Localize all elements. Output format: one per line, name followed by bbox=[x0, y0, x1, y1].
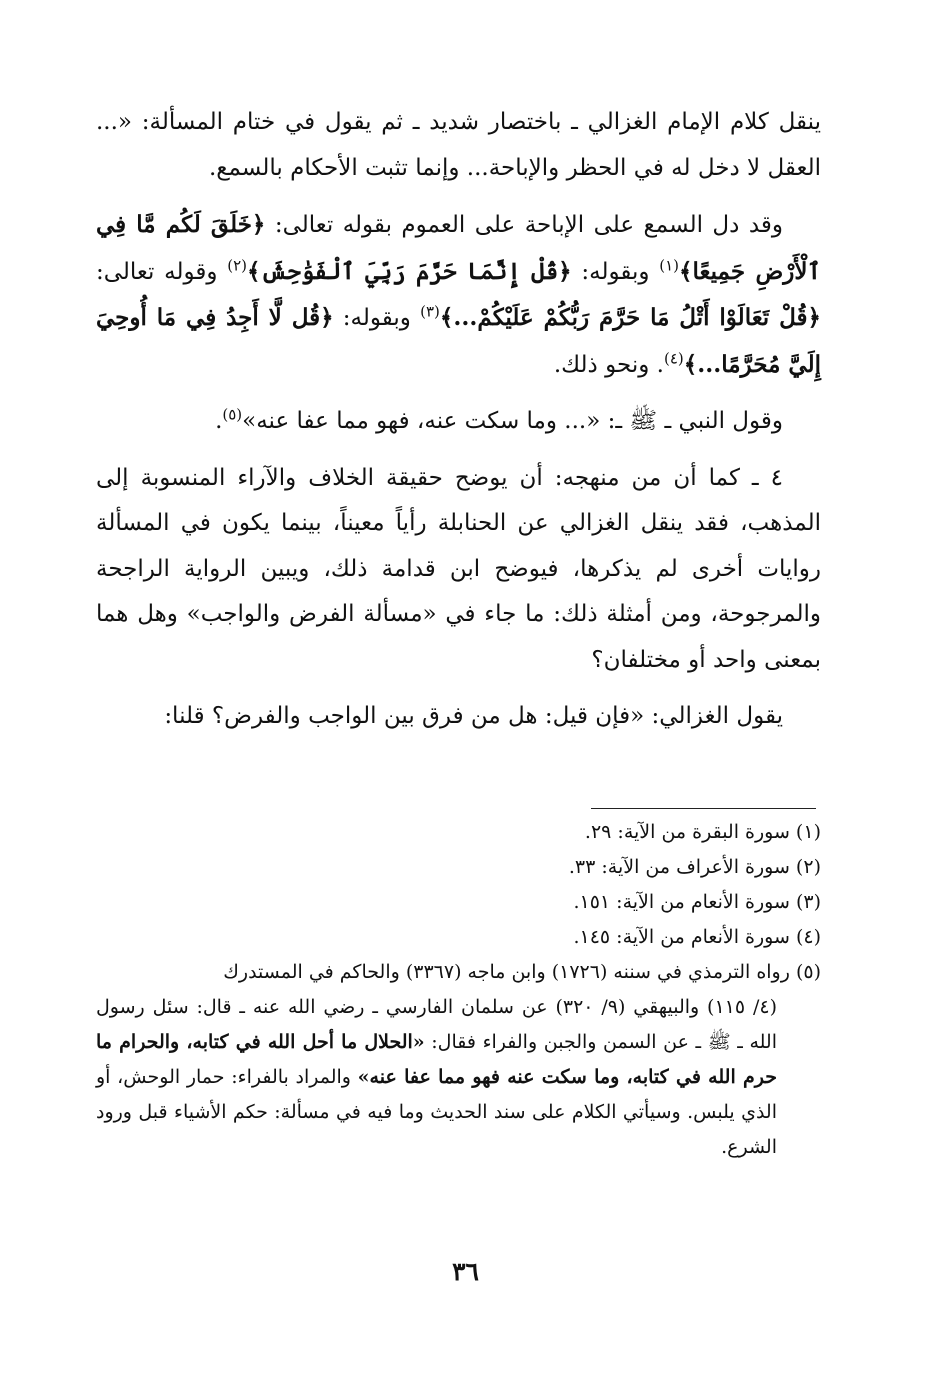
quran-verse-3: ﴿قُلْ تَعَالَوْا أَتْلُ مَا حَرَّمَ رَبُّكُمْ عَلَيْكُمْ...﴾ bbox=[439, 304, 821, 331]
quran-verse-4: ﴿قُل لَّا أَجِدُ فِي مَا أُوحِيَ إِلَيَّ مُحَرَّمًا...﴾ bbox=[96, 304, 821, 378]
footnote-ref-3: (٣) bbox=[420, 302, 440, 321]
footnote-4: (٤) سورة الأنعام من الآية: ١٤٥. bbox=[573, 926, 821, 948]
footnote-ref-1: (١) bbox=[659, 255, 680, 274]
paragraph-1: ينقل كلام الإمام الغزالي ـ باختصار شديد ـ ثم يقول في ختام المسألة: «... العقل لا دخل له في الحظر والإباحة... وإنما تثبت الأحكام بالسمع. bbox=[96, 109, 821, 181]
footnote-ref-2: (٢) bbox=[227, 255, 247, 274]
paragraph-2 bbox=[96, 202, 821, 388]
footnote-5-body bbox=[96, 990, 821, 1165]
footnote-ref-5: (٥) bbox=[222, 405, 243, 424]
footnote-1: (١) سورة البقرة من الآية: ٢٩. bbox=[584, 821, 821, 843]
footnote-separator bbox=[591, 808, 816, 809]
footnote-5-text: (٤/ ١١٥) والبيهقي (٩/ ٣٢٠) عن سلمان الفارسي ـ رضي الله عنه ـ قال: سئل رسول الله ـ ﷺ ـ عن السمن والجبن والفراء فقال: bbox=[96, 996, 777, 1053]
quran-verse-1: ﴿خَلَقَ لَكُم مَّا فِي ٱلْأَرْضِ جَمِيعًا﴾ bbox=[96, 211, 821, 285]
footnote-5-line-1: (٥) رواه الترمذي في سننه (١٧٢٦) وابن ماجه (٣٣٦٧) والحاكم في المستدرك bbox=[223, 961, 821, 983]
footnote-2: (٢) سورة الأعراف من الآية: ٣٣. bbox=[568, 856, 821, 878]
quran-verse-2: ﴿قُلْ إِنَّمَا حَرَّمَ رَبِّيَ ٱلْفَوَٰحِشَ﴾ bbox=[246, 257, 572, 285]
p2-text-3: وبقوله: bbox=[333, 305, 421, 331]
main-text bbox=[96, 100, 821, 740]
page-number: ٣٦ bbox=[452, 1257, 479, 1286]
paragraph-3 bbox=[96, 399, 821, 445]
p3-end: . bbox=[215, 408, 223, 434]
p2-intro: وقد دل السمع على الإباحة على العموم بقوله تعالى: bbox=[265, 212, 783, 238]
hadith-quote: وقول النبي ـ ﷺ ـ: «... وما سكت عنه، فهو مما عفا عنه» bbox=[242, 408, 783, 434]
footnote-ref-4: (٤) bbox=[663, 348, 684, 367]
footnote-3: (٣) سورة الأنعام من الآية: ١٥١. bbox=[573, 891, 821, 913]
footnotes bbox=[96, 815, 821, 1165]
paragraph-4: ٤ ـ كما أن من منهجه: أن يوضح حقيقة الخلاف والآراء المنسوبة إلى المذهب، فقد ينقل الغزالي عن الحنابلة رأياً معيناً، بينما يكون في المسألة روايات أخرى لم يذكرها، فيوضح ابن قدامة ذلك، ويبين الرواية الراجحة والمرجوحة، ومن أمثلة ذلك: ما جاء في «مسألة الفرض والواجب» وهل هما بمعنى واحد أو مختلفان؟ bbox=[96, 464, 821, 673]
footnote-5-end: والمراد بالفراء: حمار الوحش، أو الذي يلبس. وسيأتي الكلام على سند الحديث وما فيه في مسألة: حكم الأشياء قبل ورود الشرع. bbox=[96, 1066, 777, 1158]
p2-text-1: وبقوله: bbox=[571, 258, 660, 285]
paragraph-5: يقول الغزالي: «فإن قيل: هل من فرق بين الواجب والفرض؟ قلنا: bbox=[164, 703, 783, 729]
footnote-5-hadith: «الحلال ما أحل الله في كتابه، والحرام ما حرم الله في كتابه، وما سكت عنه فهو مما عفا عنه» bbox=[96, 1031, 777, 1088]
p2-text-4: . ونحو ذلك. bbox=[553, 351, 664, 378]
p2-text-2: وقوله تعالى: bbox=[96, 258, 228, 285]
